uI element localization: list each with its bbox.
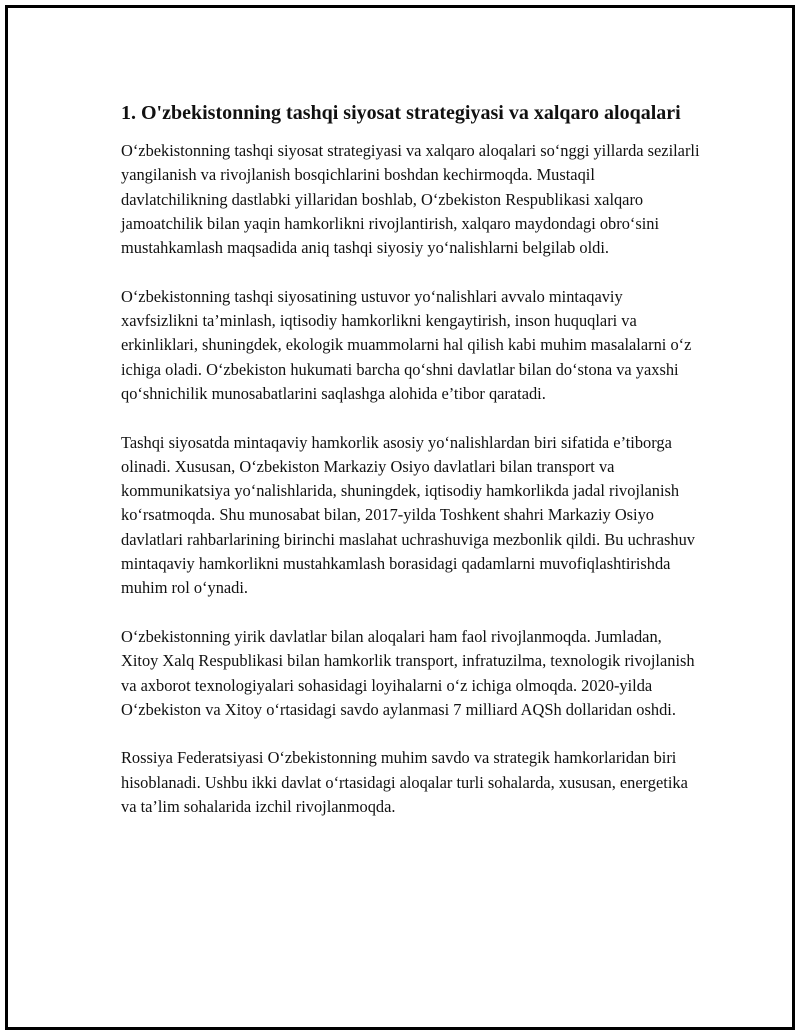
document-body (121, 100, 701, 844)
section-heading: 1. O'zbekistonning tashqi siyosat strategiyasi va xalqaro aloqalari (121, 102, 681, 124)
paragraph-5: Rossiya Federatsiyasi O‘zbekistonning muhim savdo va strategik hamkorlaridan biri hisoblanadi. Ushbu ikki davlat o‘rtasidagi aloqalar turli sohalarda, xususan, energetika va ta’lim sohalarida izchil rivojlanmoqda. (121, 748, 688, 817)
page-frame (5, 5, 795, 1030)
paragraph-4: O‘zbekistonning yirik davlatlar bilan aloqalari ham faol rivojlanmoqda. Jumladan, Xitoy Xalq Respublikasi bilan hamkorlik transport, infratuzilma, texnologik rivojlanish va axborot texnologiyalari sohasidagi loyihalarni o‘z ichiga olmoqda. 2020-yilda O‘zbekiston va Xitoy o‘rtasidagi savdo aylanmasi 7 milliard AQSh dollaridan oshdi. (121, 626, 695, 719)
paragraph-3: Tashqi siyosatda mintaqaviy hamkorlik asosiy yo‘nalishlardan biri sifatida e’tiborga olinadi. Xususan, O‘zbekiston Markaziy Osiyo davlatlari bilan transport va kommunikatsiya yo‘nalishlarida, shuningdek, iqtisodiy hamkorlikda jadal rivojlanish ko‘rsatmoqda. Shu munosabat bilan, 2017-yilda Toshkent shahri Markaziy Osiyo davlatlari rahbarlarining birinchi maslahat uchrashuviga mezbonlik qildi. Bu uchrashuv mintaqaviy hamkorlikni mustahkamlash borasidagi qadamlarni muvofiqlashtirishda muhim rol o‘ynadi. (121, 432, 695, 598)
paragraph-2: O‘zbekistonning tashqi siyosatining ustuvor yo‘nalishlari avvalo mintaqaviy xavfsizlikni ta’minlash, iqtisodiy hamkorlikni kengaytirish, inson huquqlari va erkinliklari, shuningdek, ekologik muammolarni hal qilish kabi muhim masalalarni o‘z ichiga oladi. O‘zbekiston hukumati barcha qo‘shni davlatlar bilan do‘stona va yaxshi qo‘shnichilik munosabatlarini saqlashga alohida e’tibor qaratadi. (121, 286, 692, 403)
paragraph-1: O‘zbekistonning tashqi siyosat strategiyasi va xalqaro aloqalari so‘nggi yillarda sezilarli yangilanish va rivojlanish bosqichlarini boshdan kechirmoqda. Mustaqil davlatchilikning dastlabki yillaridan boshlab, O‘zbekiston Respublikasi xalqaro jamoatchilik bilan yaqin hamkorlikni rivojlantirish, xalqaro maydondagi obro‘sini mustahkamlash maqsadida aniq tashqi siyosiy yo‘nalishlarni belgilab oldi. (121, 141, 700, 258)
